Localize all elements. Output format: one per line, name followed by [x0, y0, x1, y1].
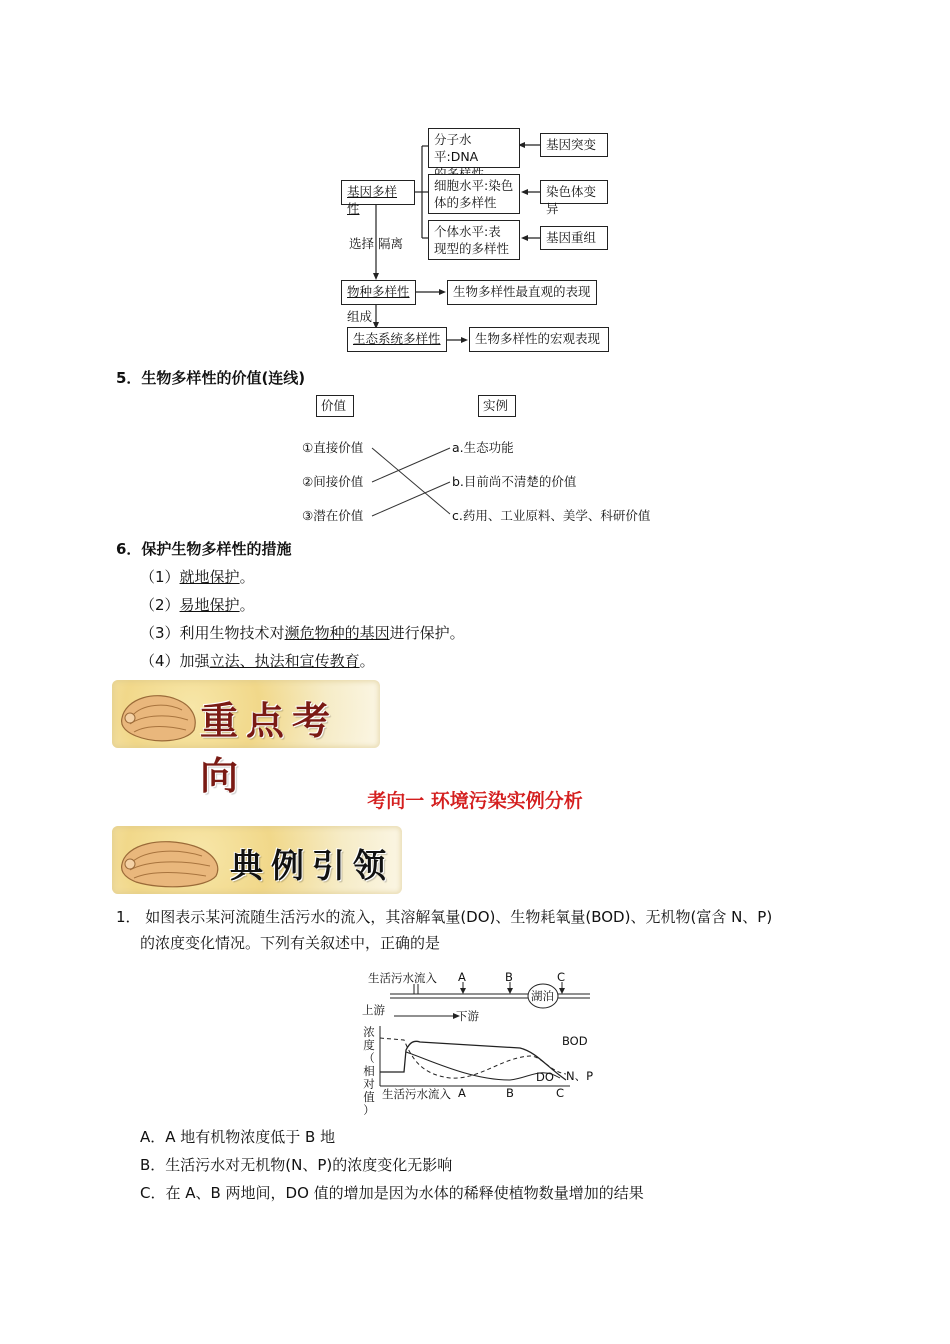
- ecosystem-desc-box: [469, 327, 609, 352]
- key-direction-banner-text: 重点考向: [200, 698, 339, 798]
- y-axis-label: [362, 1026, 376, 1117]
- measure-1-key: 就地保护: [179, 568, 240, 586]
- measure-1: [140, 566, 255, 587]
- shell-icon: [116, 834, 226, 890]
- species-desc-label: 生物多样性最直观的表现: [453, 284, 591, 299]
- molecular-line1: 分子水平:DNA: [434, 132, 479, 164]
- option-b: B．生活污水对无机物(N、P)的浓度变化无影响: [140, 1156, 453, 1174]
- cellular-line1: 细胞水平:染色: [434, 178, 514, 193]
- x-c-label: C: [556, 1086, 565, 1100]
- species-diversity-label: 物种多样性: [347, 284, 410, 299]
- example-right-a: a.生态功能: [452, 440, 514, 455]
- y-axis-char-1: 浓: [363, 1025, 375, 1039]
- x-b-label: B: [506, 1086, 514, 1100]
- value-header-label: 价值: [321, 398, 347, 413]
- example-column-header: [478, 395, 516, 417]
- gene-mutation-box: [540, 133, 608, 157]
- gene-recombination-label: 基因重组: [546, 230, 597, 245]
- bod-label: BOD: [562, 1034, 588, 1048]
- cellular-level-box: [428, 174, 520, 214]
- individual-level-box: [428, 220, 520, 260]
- measure-4-end: 。: [359, 652, 375, 670]
- river-b-label: B: [505, 970, 513, 984]
- y-axis-char-3: （: [363, 1051, 375, 1065]
- value-left-1: ①直接价值: [302, 440, 364, 455]
- measure-2: [140, 594, 255, 615]
- shell-icon: [116, 688, 200, 744]
- measure-3-num: （3）: [140, 624, 180, 642]
- value-left-2: ②间接价值: [302, 474, 364, 489]
- individual-line1: 个体水平:表: [434, 224, 501, 239]
- x-inflow-label: 生活污水流入: [382, 1087, 451, 1101]
- lake-label: 湖泊: [531, 989, 554, 1003]
- measure-3: [140, 622, 465, 643]
- measure-3-end: 进行保护。: [389, 624, 465, 642]
- section6-title: 6．保护生物多样性的措施: [116, 540, 292, 558]
- measure-4-num: （4）: [140, 652, 180, 670]
- y-axis-char-7: ）: [363, 1103, 375, 1117]
- species-desc-box: [447, 280, 597, 305]
- compose-label: 组成: [347, 309, 373, 324]
- upstream-label: 上游: [362, 1003, 385, 1017]
- measure-2-key: 易地保护: [179, 596, 240, 614]
- example-header-label: 实例: [483, 398, 509, 413]
- inflow-label: 生活污水流入: [368, 971, 437, 985]
- measure-4-key: 立法、执法和宣传教育: [209, 652, 360, 670]
- example-lead-banner: [112, 826, 402, 894]
- y-axis-char-5: 对: [363, 1077, 375, 1091]
- y-axis-char-6: 值: [363, 1090, 375, 1104]
- matching-lines: [360, 440, 460, 530]
- example-right-c: c.药用、工业原料、美学、科研价值: [452, 508, 651, 523]
- species-diversity-box: [341, 280, 416, 305]
- option-c: C．在 A、B 两地间，DO 值的增加是因为水体的稀释使植物数量增加的结果: [140, 1184, 644, 1202]
- measure-1-num: （1）: [140, 568, 180, 586]
- measure-4-pre: 加强: [179, 652, 210, 670]
- section5-title: 5．生物多样性的价值(连线): [116, 369, 306, 387]
- select-isolate-label: 选择 隔离: [349, 236, 403, 251]
- key-direction-banner: [112, 680, 380, 798]
- measure-2-end: 。: [239, 596, 255, 614]
- downstream-label: 下游: [456, 1009, 479, 1023]
- value-left-3: ③潜在价值: [302, 508, 364, 523]
- measure-3-pre: 利用生物技术对: [179, 624, 285, 642]
- example-right-b: b.目前尚不清楚的价值: [452, 474, 577, 489]
- measure-4: [140, 650, 375, 671]
- gene-mutation-label: 基因突变: [546, 137, 597, 152]
- gene-diversity-box: [341, 180, 415, 216]
- ecosystem-diversity-box: [347, 327, 447, 352]
- topic-title: 考向一 环境污染实例分析: [367, 790, 583, 812]
- measure-2-num: （2）: [140, 596, 180, 614]
- y-axis-char-4: 相: [363, 1064, 375, 1078]
- gene-diversity-label: 基因多样性: [347, 184, 398, 216]
- cellular-line2: 体的多样性: [434, 195, 497, 210]
- river-a-label: A: [458, 970, 466, 984]
- x-a-label: A: [458, 1086, 466, 1100]
- chromosome-variation-box: [540, 180, 608, 216]
- river-c-label: C: [557, 970, 566, 984]
- ecosystem-desc-label: 生物多样性的宏观表现: [475, 331, 601, 346]
- y-axis-char-2: 度: [363, 1038, 375, 1052]
- measure-1-end: 。: [239, 568, 255, 586]
- do-label: DO: [536, 1070, 554, 1084]
- np-label: N、P: [566, 1069, 594, 1083]
- option-a: A．A 地有机物浓度低于 B 地: [140, 1128, 336, 1146]
- question-line-2: 的浓度变化情况。下列有关叙述中，正确的是: [140, 934, 441, 952]
- individual-line2: 现型的多样性: [434, 241, 510, 256]
- chromosome-variation-label: 染色体变异: [546, 184, 597, 216]
- molecular-level-box: [428, 128, 520, 168]
- value-column-header: [316, 395, 354, 417]
- example-lead-banner-text: 典例引领: [230, 846, 394, 885]
- measure-3-key: 濒危物种的基因: [284, 624, 390, 642]
- gene-recombination-box: [540, 226, 608, 250]
- ecosystem-diversity-label: 生态系统多样性: [353, 331, 441, 346]
- river-pollution-figure: [360, 962, 600, 1117]
- question-line-1: 1． 如图表示某河流随生活污水的流入，其溶解氧量(DO)、生物耗氧量(BOD)、无机物(富含 N、P): [116, 908, 773, 926]
